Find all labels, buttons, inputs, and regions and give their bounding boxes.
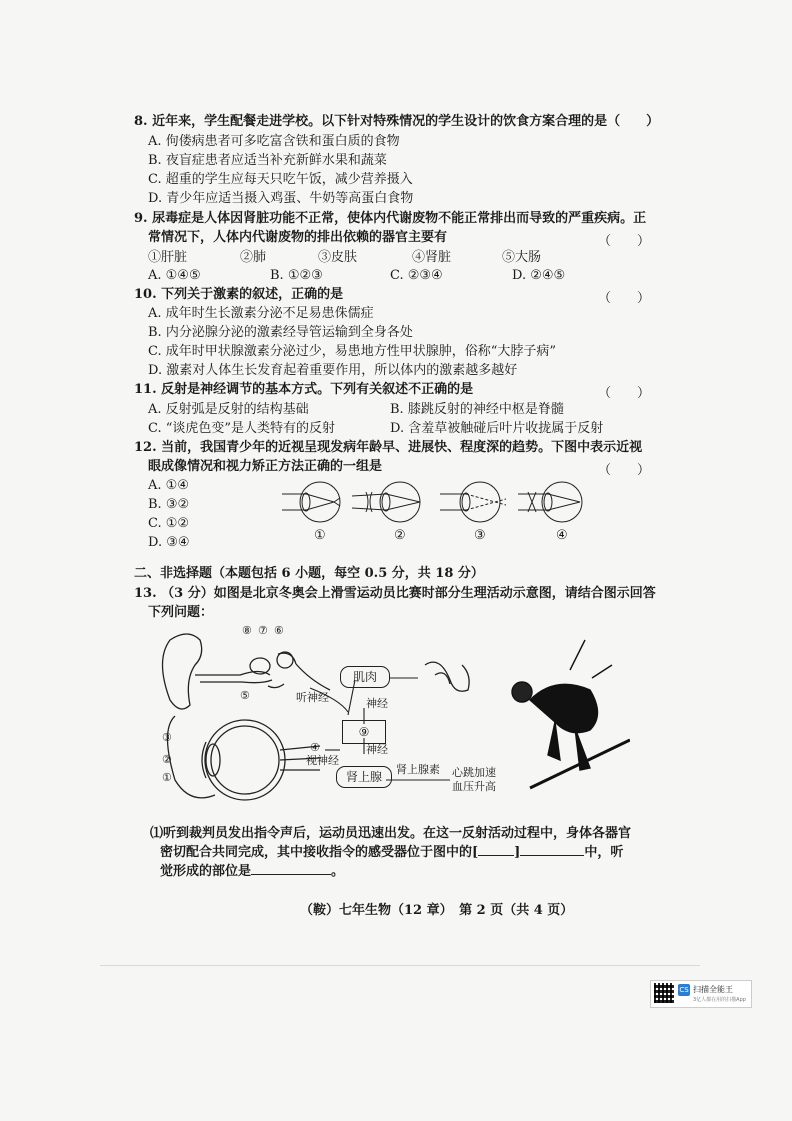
q12-diagram-label-2: ② xyxy=(394,528,406,543)
flexed-arm-drawing xyxy=(425,662,469,691)
q12-stem-line1: 12. 当前，我国青少年的近视呈现发病年龄早、进展快、程度深的趋势。下图中表示近视 xyxy=(134,440,643,455)
q11-option-a: A. 反射弧是反射的结构基础 xyxy=(148,402,309,417)
q9-stem-line2: 常情况下，人体内代谢废物的排出依赖的器官主要有 xyxy=(148,230,448,245)
q11-answer-paren: （ ） xyxy=(598,386,651,401)
q9-item-2: ②肺 xyxy=(240,250,267,265)
q13-sub1-line2-tail: 中，听 xyxy=(584,845,624,860)
q12-stem-line2: 眼成像情况和视力矫正方法正确的一组是 xyxy=(148,459,383,474)
eye-diagram-1 xyxy=(282,482,340,522)
q13-sub1-line3 xyxy=(160,864,344,880)
q11-stem: 11. 反射是神经调节的基本方式。下列有关叙述不正确的是 xyxy=(134,382,474,397)
ear-label-7: ⑦ xyxy=(258,624,268,637)
hearing-nerve-label: 听神经 xyxy=(296,691,329,704)
q9-option-b: B. ①②③ xyxy=(270,268,323,283)
q12-option-d: D. ③④ xyxy=(148,535,190,550)
q9-item-3: ③皮肤 xyxy=(318,250,358,265)
q13-stem-line1: 13. （3 分）如图是北京冬奥会上滑雪运动员比赛时部分生理活动示意图，请结合图示回答 xyxy=(134,586,656,601)
q12-option-a: A. ①④ xyxy=(148,478,189,493)
q12-option-c: C. ①② xyxy=(148,516,190,531)
adrenal-box: 肾上腺 xyxy=(336,766,392,788)
eye-diagram-2 xyxy=(352,482,420,522)
muscle-box: 肌肉 xyxy=(340,666,390,688)
q13-answer-blank-hearing[interactable] xyxy=(251,874,331,875)
q9-item-4: ④肾脏 xyxy=(412,250,452,265)
eye-label-2: ② xyxy=(162,753,172,766)
qr-code-icon xyxy=(654,983,674,1003)
q10-option-a: A. 成年时生长激素分泌不足易患侏儒症 xyxy=(148,306,374,321)
q10-option-d: D. 激素对人体生长发育起着重要作用，所以体内的激素越多越好 xyxy=(148,363,518,378)
q12-option-b: B. ③② xyxy=(148,497,190,512)
q13-sub1-line2-text: 密切配合共同完成，其中接收指令的感受器位于图中的[ xyxy=(160,845,479,860)
q9-stem-line1: 9. 尿毒症是人体因肾脏功能不正常，使体内代谢废物不能正常排出而导致的严重疾病。正 xyxy=(134,211,647,226)
eye-diagram-4 xyxy=(518,482,582,522)
nerve-bottom-label: 神经 xyxy=(366,743,388,756)
eye-label-4: ④ xyxy=(310,741,320,754)
center-box: ⑨ xyxy=(342,720,386,744)
q12-diagram-label-4: ④ xyxy=(556,528,568,543)
nerve-top-label: 神经 xyxy=(366,697,388,710)
q10-option-b: B. 内分泌腺分泌的激素经导管运输到全身各处 xyxy=(148,325,413,340)
q9-option-d: D. ②④⑤ xyxy=(512,268,566,283)
eye-label-1: ① xyxy=(162,771,172,784)
q13-answer-blank-number[interactable] xyxy=(478,855,514,856)
q13-sub1-line2 xyxy=(160,845,623,861)
q8-stem: 8. 近年来，学生配餐走进学校。以下针对特殊情况的学生设计的饮食方案合理的是（ ） xyxy=(134,114,660,129)
skier-drawing xyxy=(512,640,630,788)
eye-diagram-3 xyxy=(440,482,506,522)
q9-answer-paren: （ ） xyxy=(598,234,651,249)
q12-diagram-label-1: ① xyxy=(314,528,326,543)
q12-answer-paren: （ ） xyxy=(598,463,651,478)
q13-answer-blank-structure[interactable] xyxy=(520,855,584,856)
page-footer: （鞍）七年生物（12 章） 第 2 页（共 4 页） xyxy=(300,903,574,918)
effect-blood-pressure: 血压升高 xyxy=(452,780,496,793)
q12-diagram-label-3: ③ xyxy=(474,528,486,543)
q11-option-b: B. 膝跳反射的神经中枢是脊髓 xyxy=(390,402,564,417)
q8-option-c: C. 超重的学生应每天只吃午饭，减少营养摄入 xyxy=(148,172,413,187)
scanner-subtitle: 3亿人都在用的扫描App xyxy=(693,997,746,1003)
q8-option-b: B. 夜盲症患者应适当补充新鲜水果和蔬菜 xyxy=(148,153,387,168)
q13-sub1-bracket-close: ] xyxy=(514,845,521,860)
scanner-logo-icon: CS xyxy=(679,986,689,994)
q8-option-a: A. 佝偻病患者可多吃富含铁和蛋白质的食物 xyxy=(148,134,400,149)
q9-option-c: C. ②③④ xyxy=(390,268,443,283)
q13-sub1-line1: ⑴听到裁判员发出指令声后，运动员迅速出发。在这一反射活动过程中，身体各器官 xyxy=(150,826,632,841)
section-2-title: 二、非选择题（本题包括 6 小题，每空 0.5 分，共 18 分） xyxy=(134,566,484,581)
q10-option-c: C. 成年时甲状腺激素分泌过少，易患地方性甲状腺肿，俗称“大脖子病” xyxy=(148,344,557,359)
q12-eye-diagrams xyxy=(280,478,600,546)
q11-option-d: D. 含羞草被触碰后叶片收拢属于反射 xyxy=(390,421,604,436)
q11-option-c: C. “谈虎色变”是人类特有的反射 xyxy=(148,421,336,436)
eye-label-3: ③ xyxy=(162,731,172,744)
q10-stem: 10. 下列关于激素的叙述，正确的是 xyxy=(134,287,344,302)
eye-cross-section xyxy=(168,716,321,800)
q9-item-5: ⑤大肠 xyxy=(502,250,542,265)
q9-item-1: ①肝脏 xyxy=(148,250,188,265)
ear-label-5: ⑤ xyxy=(240,689,250,702)
ear-label-6: ⑥ xyxy=(274,624,284,637)
adrenaline-label: 肾上腺素 xyxy=(396,763,440,776)
scanner-title: 扫描全能王 xyxy=(693,985,733,994)
ear-label-8: ⑧ xyxy=(242,624,252,637)
scanner-watermark xyxy=(650,980,752,1008)
divider xyxy=(100,965,700,966)
q8-option-d: D. 青少年应适当摄入鸡蛋、牛奶等高蛋白食物 xyxy=(148,191,414,206)
q13-stem-line2: 下列问题： xyxy=(148,605,214,620)
q13-sub1-line3-end: 。 xyxy=(331,864,345,879)
q9-option-a: A. ①④⑤ xyxy=(148,268,201,283)
q13-sub1-line3-text: 觉形成的部位是 xyxy=(160,864,252,879)
optic-nerve-label: 视神经 xyxy=(306,754,339,767)
q13-diagram xyxy=(150,620,630,820)
q10-answer-paren: （ ） xyxy=(598,291,651,306)
effect-heart-rate: 心跳加速 xyxy=(452,766,496,779)
